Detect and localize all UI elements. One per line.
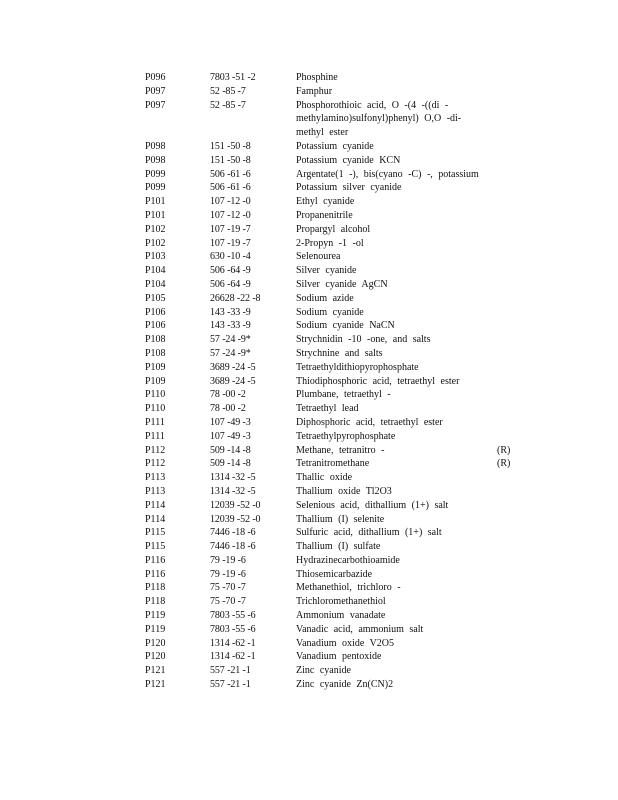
waste-code: P109 bbox=[145, 361, 166, 373]
table-row bbox=[0, 375, 618, 389]
cas-number: 107 -49 -3 bbox=[210, 416, 251, 428]
substance-name: Thallium (I) selenite bbox=[296, 513, 385, 525]
substance-name: Thiodiphosphoric acid, tetraethyl ester bbox=[296, 375, 460, 387]
waste-code: P103 bbox=[145, 251, 166, 263]
substance-name: Tetraethyl lead bbox=[296, 403, 359, 415]
table-row bbox=[0, 347, 618, 361]
substance-name: Sodium cyanide NaCN bbox=[296, 320, 395, 332]
substance-name: Famphur bbox=[296, 85, 333, 97]
waste-code: P102 bbox=[145, 237, 166, 249]
waste-code: P115 bbox=[145, 527, 166, 539]
substance-name: Potassium cyanide KCN bbox=[296, 154, 401, 166]
waste-code: P097 bbox=[145, 99, 166, 111]
substance-name: Potassium silver cyanide bbox=[296, 182, 402, 194]
waste-code: P111 bbox=[145, 416, 165, 428]
table-row bbox=[0, 181, 618, 195]
substance-name: Sulfuric acid, dithallium (1+) salt bbox=[296, 527, 442, 539]
substance-name: Sodium azide bbox=[296, 292, 354, 304]
cas-number: 12039 -52 -0 bbox=[210, 513, 261, 525]
cas-number: 7803 -51 -2 bbox=[210, 72, 256, 83]
waste-code: P109 bbox=[145, 375, 166, 387]
waste-code: P114 bbox=[145, 499, 166, 511]
waste-code: P119 bbox=[145, 623, 166, 635]
table-row bbox=[0, 292, 618, 306]
waste-code: P116 bbox=[145, 554, 166, 566]
substance-name: Plumbane, tetraethyl - bbox=[296, 389, 391, 401]
table-row bbox=[0, 140, 618, 154]
waste-code: P106 bbox=[145, 320, 166, 332]
table-row bbox=[0, 264, 618, 278]
waste-code: P098 bbox=[145, 140, 166, 152]
substance-name: Zinc cyanide bbox=[296, 665, 351, 677]
table-row bbox=[0, 154, 618, 168]
substance-name: Hydrazinecarbothioamide bbox=[296, 554, 400, 566]
cas-number: 7803 -55 -6 bbox=[210, 610, 256, 622]
table-row bbox=[0, 223, 618, 237]
substance-name: Argentate(1 -), bis(cyano -C) -, potassium bbox=[296, 168, 479, 180]
cas-number: 75 -70 -7 bbox=[210, 582, 246, 594]
table-row bbox=[0, 526, 618, 540]
waste-code: P099 bbox=[145, 182, 166, 194]
table-row bbox=[0, 623, 618, 637]
cas-number: 52 -85 -7 bbox=[210, 85, 246, 97]
cas-number: 1314 -62 -1 bbox=[210, 651, 256, 663]
waste-code: P112 bbox=[145, 444, 166, 456]
waste-code: P113 bbox=[145, 485, 166, 497]
substance-name: Tetranitromethane bbox=[296, 458, 370, 470]
cas-number: 26628 -22 -8 bbox=[210, 292, 261, 304]
waste-code: P114 bbox=[145, 513, 166, 525]
table-row bbox=[0, 237, 618, 251]
table-row bbox=[0, 71, 618, 85]
waste-code: P118 bbox=[145, 596, 166, 608]
cas-number: 3689 -24 -5 bbox=[210, 361, 256, 373]
cas-number: 52 -85 -7 bbox=[210, 99, 246, 111]
cas-number: 57 -24 -9* bbox=[210, 347, 251, 359]
cas-number: 75 -70 -7 bbox=[210, 596, 246, 608]
cas-number: 7446 -18 -6 bbox=[210, 527, 256, 539]
waste-code: P112 bbox=[145, 458, 166, 470]
cas-number: 107 -19 -7 bbox=[210, 237, 251, 249]
cas-number: 1314 -32 -5 bbox=[210, 472, 256, 484]
cas-number: 509 -14 -8 bbox=[210, 444, 251, 456]
table-row bbox=[0, 99, 618, 140]
table-row bbox=[0, 595, 618, 609]
substance-name: Methane, tetranitro - bbox=[296, 444, 385, 456]
waste-code: P111 bbox=[145, 430, 165, 442]
table-row bbox=[0, 609, 618, 623]
waste-code: P108 bbox=[145, 334, 166, 346]
substance-name: Phosphorothioic acid, O -(4 -((di - methylamino)sulfonyl)phenyl) O,O -di- methyl ester bbox=[296, 99, 462, 139]
table-row bbox=[0, 319, 618, 333]
substance-name: Selenourea bbox=[296, 251, 341, 263]
cas-number: 506 -61 -6 bbox=[210, 182, 251, 194]
cas-number: 509 -14 -8 bbox=[210, 458, 251, 470]
substance-name: Thallium (I) sulfate bbox=[296, 541, 381, 553]
table-row bbox=[0, 278, 618, 292]
table-row bbox=[0, 402, 618, 416]
table-row bbox=[0, 195, 618, 209]
substance-name: Selenious acid, dithallium (1+) salt bbox=[296, 499, 449, 511]
waste-code: P098 bbox=[145, 154, 166, 166]
table-row bbox=[0, 209, 618, 223]
substance-name: Strychnidin -10 -one, and salts bbox=[296, 334, 431, 346]
cas-number: 57 -24 -9* bbox=[210, 334, 251, 346]
substance-name: Trichloromethanethiol bbox=[296, 596, 386, 608]
waste-code: P121 bbox=[145, 679, 166, 691]
table-row bbox=[0, 388, 618, 402]
table-row bbox=[0, 581, 618, 595]
table-row bbox=[0, 85, 618, 99]
cas-number: 7803 -55 -6 bbox=[210, 623, 256, 635]
waste-code: P105 bbox=[145, 292, 166, 304]
waste-code: P106 bbox=[145, 306, 166, 318]
waste-code: P120 bbox=[145, 651, 166, 663]
table-row bbox=[0, 554, 618, 568]
cas-number: 107 -12 -0 bbox=[210, 196, 251, 208]
table-row bbox=[0, 637, 618, 651]
table-row bbox=[0, 678, 618, 692]
hazard-code: (R) bbox=[497, 444, 511, 456]
table-row bbox=[0, 471, 618, 485]
hazardous-waste-list bbox=[0, 71, 618, 692]
table-row bbox=[0, 650, 618, 664]
substance-name: Thallium oxide Tl2O3 bbox=[296, 485, 392, 497]
substance-name: Vanadic acid, ammonium salt bbox=[296, 623, 424, 635]
substance-name: Diphosphoric acid, tetraethyl ester bbox=[296, 416, 443, 428]
substance-name: Silver cyanide bbox=[296, 265, 357, 277]
table-row bbox=[0, 306, 618, 320]
substance-name: Vanadium oxide V2O5 bbox=[296, 637, 395, 649]
substance-name: Strychnine and salts bbox=[296, 347, 383, 359]
substance-name: Methanethiol, trichloro - bbox=[296, 582, 401, 594]
cas-number: 78 -00 -2 bbox=[210, 403, 246, 415]
substance-name: Propargyl alcohol bbox=[296, 223, 371, 235]
substance-name: Vanadium pentoxide bbox=[296, 651, 382, 663]
waste-code: P104 bbox=[145, 265, 166, 277]
waste-code: P099 bbox=[145, 168, 166, 180]
table-row bbox=[0, 664, 618, 678]
cas-number: 107 -19 -7 bbox=[210, 223, 251, 235]
table-row bbox=[0, 333, 618, 347]
substance-name: Thallic oxide bbox=[296, 472, 353, 484]
hazard-code: (R) bbox=[497, 458, 511, 470]
substance-name: 2-Propyn -1 -ol bbox=[296, 237, 364, 249]
table-row bbox=[0, 430, 618, 444]
cas-number: 506 -64 -9 bbox=[210, 265, 251, 277]
waste-code: P096 bbox=[145, 72, 166, 83]
table-row bbox=[0, 540, 618, 554]
substance-name: Potassium cyanide bbox=[296, 140, 374, 152]
substance-name: Ammonium vanadate bbox=[296, 610, 386, 622]
substance-name: Ethyl cyanide bbox=[296, 196, 355, 208]
waste-code: P101 bbox=[145, 196, 166, 208]
table-row bbox=[0, 485, 618, 499]
cas-number: 151 -50 -8 bbox=[210, 140, 251, 152]
waste-code: P118 bbox=[145, 582, 166, 594]
waste-code: P119 bbox=[145, 610, 166, 622]
substance-name: Tetraethylpyrophosphate bbox=[296, 430, 396, 442]
substance-name: Silver cyanide AgCN bbox=[296, 278, 388, 290]
waste-code: P102 bbox=[145, 223, 166, 235]
cas-number: 557 -21 -1 bbox=[210, 679, 251, 691]
waste-code: P110 bbox=[145, 389, 166, 401]
substance-name: Zinc cyanide Zn(CN)2 bbox=[296, 679, 394, 691]
cas-number: 557 -21 -1 bbox=[210, 665, 251, 677]
substance-name: Tetraethyldithiopyrophosphate bbox=[296, 361, 419, 373]
table-row bbox=[0, 513, 618, 527]
waste-code: P116 bbox=[145, 568, 166, 580]
waste-code: P115 bbox=[145, 541, 166, 553]
cas-number: 3689 -24 -5 bbox=[210, 375, 256, 387]
cas-number: 78 -00 -2 bbox=[210, 389, 246, 401]
cas-number: 12039 -52 -0 bbox=[210, 499, 261, 511]
cas-number: 630 -10 -4 bbox=[210, 251, 251, 263]
substance-name: Sodium cyanide bbox=[296, 306, 364, 318]
table-row bbox=[0, 416, 618, 430]
table-row bbox=[0, 568, 618, 582]
cas-number: 1314 -32 -5 bbox=[210, 485, 256, 497]
cas-number: 1314 -62 -1 bbox=[210, 637, 256, 649]
substance-name: Phosphine bbox=[296, 72, 338, 83]
waste-code: P108 bbox=[145, 347, 166, 359]
table-row bbox=[0, 499, 618, 513]
cas-number: 7446 -18 -6 bbox=[210, 541, 256, 553]
waste-code: P121 bbox=[145, 665, 166, 677]
cas-number: 151 -50 -8 bbox=[210, 154, 251, 166]
cas-number: 79 -19 -6 bbox=[210, 568, 246, 580]
waste-code: P120 bbox=[145, 637, 166, 649]
table-row bbox=[0, 250, 618, 264]
table-row bbox=[0, 457, 618, 471]
waste-code: P104 bbox=[145, 278, 166, 290]
substance-name: Thiosemicarbazide bbox=[296, 568, 373, 580]
cas-number: 107 -49 -3 bbox=[210, 430, 251, 442]
cas-number: 506 -64 -9 bbox=[210, 278, 251, 290]
cas-number: 143 -33 -9 bbox=[210, 306, 251, 318]
cas-number: 79 -19 -6 bbox=[210, 554, 246, 566]
cas-number: 107 -12 -0 bbox=[210, 209, 251, 221]
cas-number: 143 -33 -9 bbox=[210, 320, 251, 332]
table-row bbox=[0, 444, 618, 458]
waste-code: P110 bbox=[145, 403, 166, 415]
waste-code: P101 bbox=[145, 209, 166, 221]
substance-name: Propanenitrile bbox=[296, 209, 353, 221]
waste-code: P097 bbox=[145, 85, 166, 97]
table-row bbox=[0, 361, 618, 375]
cas-number: 506 -61 -6 bbox=[210, 168, 251, 180]
table-row bbox=[0, 168, 618, 182]
waste-code: P113 bbox=[145, 472, 166, 484]
